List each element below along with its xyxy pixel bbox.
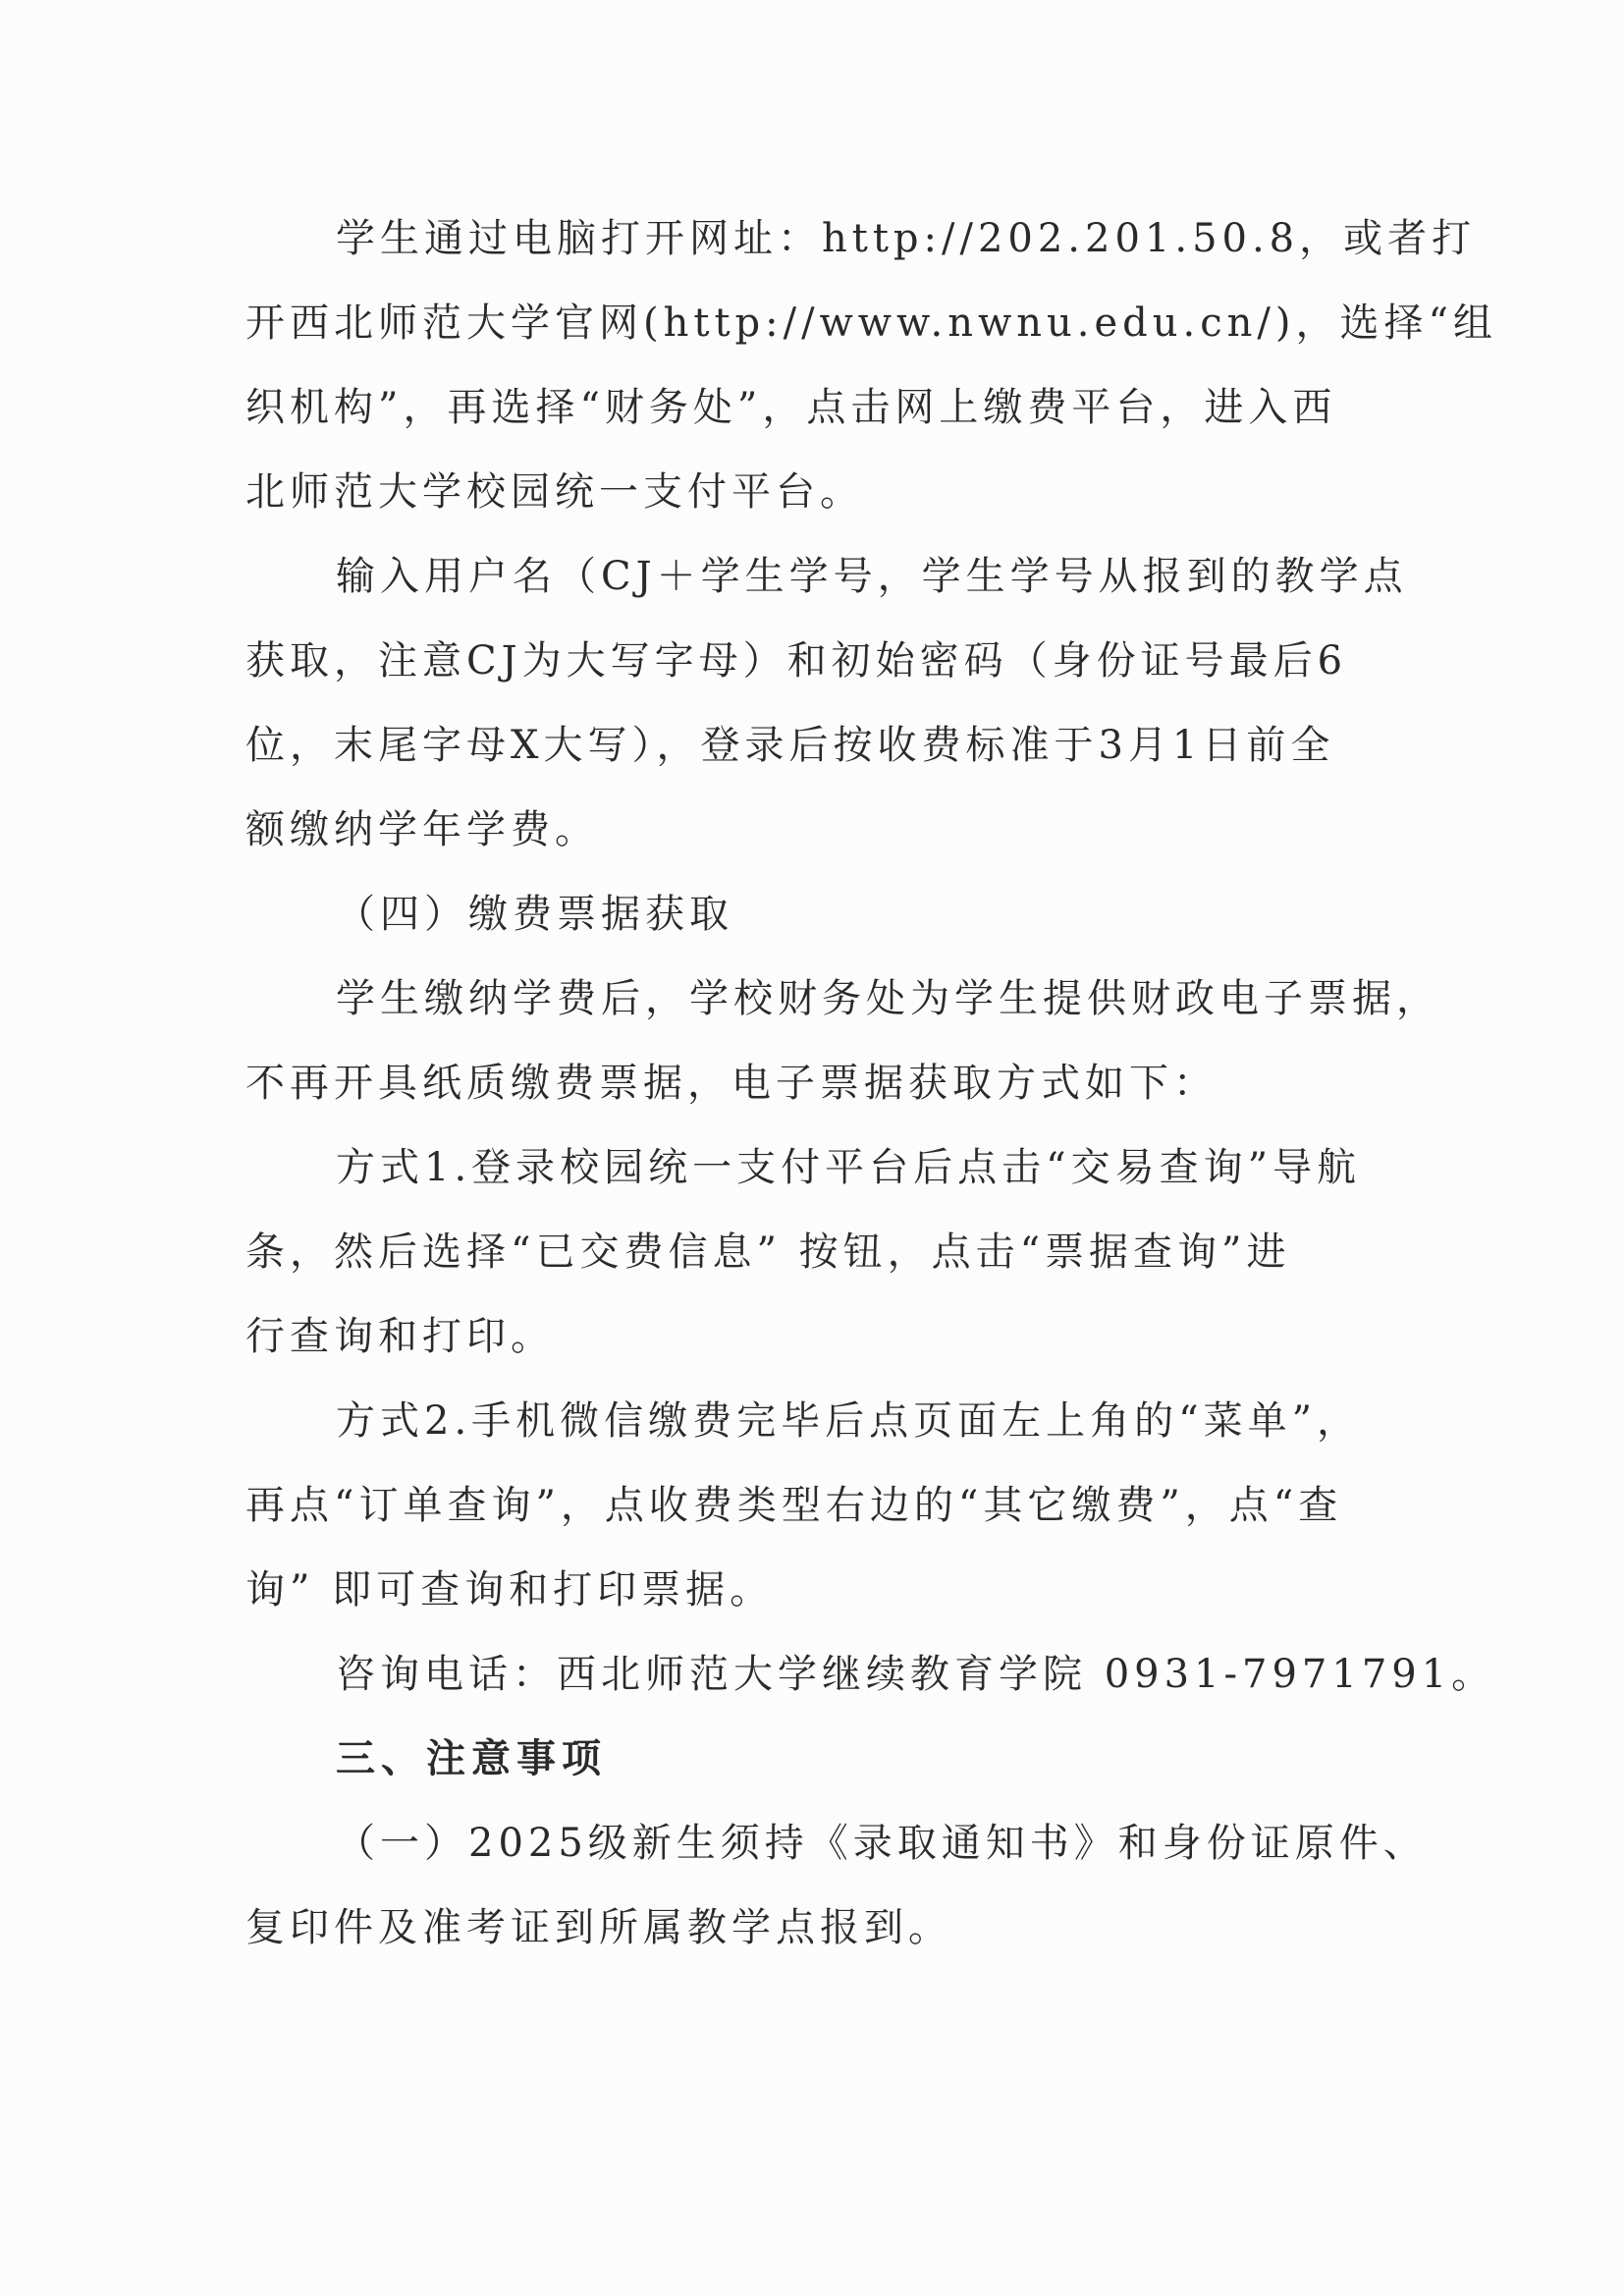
paragraph-line: 获取，注意CJ为大写字母）和初始密码（身份证号最后6: [245, 638, 1348, 683]
paragraph-line: 位，末尾字母X大写），登录后按收费标准于3月1日前全: [245, 723, 1335, 768]
paragraph-line: 输入用户名（CJ＋学生学号，学生学号从报到的教学点: [336, 554, 1408, 599]
contact-phone-line: 咨询电话：西北师范大学继续教育学院 0931-7971791。: [336, 1652, 1496, 1697]
paragraph-line: 学生通过电脑打开网址：http://202.201.50.8，或者打: [336, 216, 1477, 261]
paragraph-line: 织机构”，再选择“财务处”，点击网上缴费平台，进入西: [245, 385, 1337, 430]
paragraph-line: 方式2.手机微信缴费完毕后点页面左上角的“菜单”，: [336, 1398, 1362, 1444]
section-subheading: （四）缴费票据获取: [336, 892, 733, 937]
paragraph-line: 不再开具纸质缴费票据，电子票据获取方式如下：: [245, 1061, 1218, 1106]
paragraph-line: 开西北师范大学官网(http://www.nwnu.edu.cn/)，选择“组: [245, 301, 1497, 346]
paragraph-line: 方式1.登录校园统一支付平台后点击“交易查询”导航: [336, 1145, 1362, 1190]
document-body: [245, 196, 1497, 1970]
paragraph-line: 北师范大学校园统一支付平台。: [245, 469, 864, 515]
paragraph-line: 条，然后选择“已交费信息” 按钮，点击“票据查询”进: [245, 1230, 1291, 1275]
paragraph-line: 学生缴纳学费后，学校财务处为学生提供财政电子票据，: [336, 976, 1440, 1021]
paragraph-line: 再点“订单查询”，点收费类型右边的“其它缴费”，点“查: [245, 1483, 1343, 1528]
paragraph-line: 行查询和打印。: [245, 1314, 555, 1359]
section-heading: 三、注意事项: [336, 1736, 607, 1781]
paragraph-line: 额缴纳学年学费。: [245, 807, 599, 852]
paragraph-line: 复印件及准考证到所属教学点报到。: [245, 1905, 952, 1950]
paragraph-line: （一）2025级新生须持《录取通知书》和身份证原件、: [336, 1821, 1428, 1866]
paragraph-line: 询” 即可查询和打印票据。: [245, 1567, 775, 1613]
